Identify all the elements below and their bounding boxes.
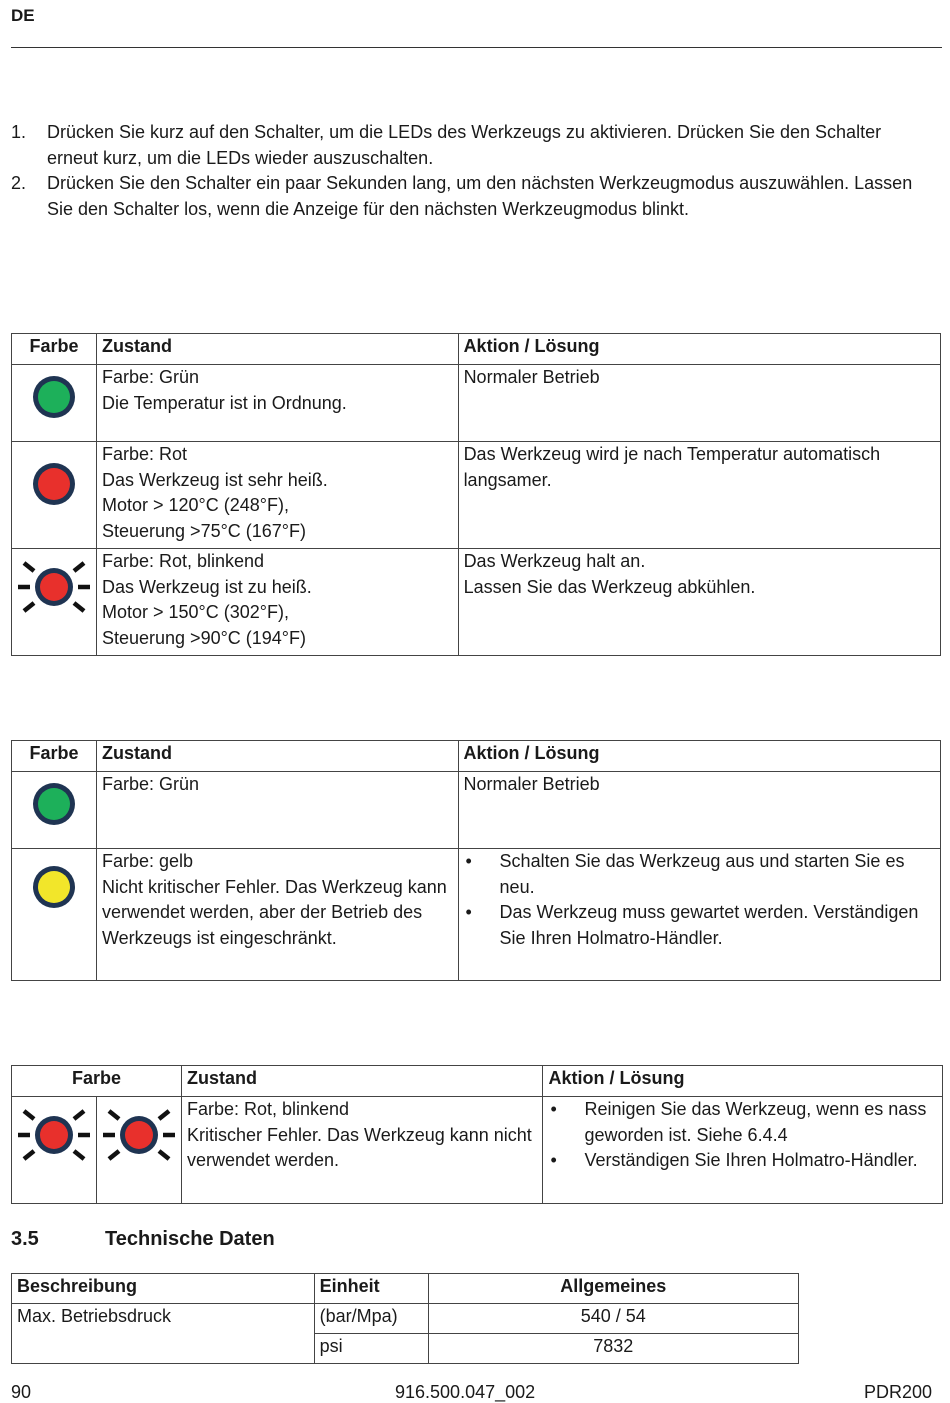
document-number: 916.500.047_002 [395, 1382, 536, 1402]
state-cell [96, 365, 458, 442]
section-number: 3.5 [11, 1228, 39, 1250]
action-bullet: • Das Werkzeug muss gewartet werden. Verständigen Sie Ihren Holmatro-Händler. [464, 900, 935, 951]
state-cell [181, 1097, 542, 1204]
state-cell [96, 549, 458, 656]
col-state-header: Zustand [181, 1066, 542, 1097]
description-cell: Max. Betriebsdruck [12, 1304, 315, 1364]
green-led-icon [12, 772, 97, 849]
step-number: 2. [11, 173, 27, 193]
state-cell [96, 849, 458, 981]
state-line: Farbe: Rot [101, 444, 188, 464]
action-line: Normaler Betrieb [463, 367, 600, 387]
action-line: Normaler Betrieb [463, 774, 600, 794]
green-led-icon [12, 365, 97, 442]
action-line: Das Werkzeug wird je nach Temperatur automatisch langsamer. [463, 444, 881, 490]
col-unit-header: Einheit [314, 1274, 428, 1304]
state-cell [96, 442, 458, 549]
state-line: Steuerung >90°C (194°F) [101, 627, 306, 648]
red-blinking-led-icon [12, 1097, 97, 1204]
col-color-header: Farbe [12, 1066, 182, 1097]
action-cell [458, 442, 940, 549]
state-line: Die Temperatur ist in Ordnung. [101, 392, 347, 413]
col-state-header: Zustand [96, 334, 458, 365]
col-action-header: Aktion / Lösung [543, 1066, 943, 1097]
critical-error-table [11, 1065, 943, 1204]
temperature-led-table [11, 333, 941, 656]
unit-cell: (bar/Mpa) [314, 1304, 428, 1334]
step-text: Drücken Sie kurz auf den Schalter, um die LEDs des Werkzeugs zu aktivieren. Drücken Sie den Schalter erneut kurz, um die LEDs wieder auszuschalten. [47, 122, 882, 168]
state-line: Das Werkzeug ist sehr heiß. [101, 469, 328, 490]
action-cell [543, 1097, 943, 1204]
action-cell [458, 849, 940, 981]
table-row [12, 1097, 943, 1204]
step-text: Drücken Sie den Schalter ein paar Sekunden lang, um den nächsten Werkzeugmodus auszuwählen. Lassen Sie den Schalter los, wenn die Anzeige für den nächsten Werkzeugmodus blinkt. [47, 173, 913, 219]
action-cell [458, 549, 940, 656]
col-action-header: Aktion / Lösung [458, 334, 940, 365]
step-number: 1. [11, 122, 27, 142]
col-general-header: Allgemeines [428, 1274, 798, 1304]
table-row [12, 549, 941, 656]
page-number: 90 [11, 1382, 32, 1402]
action-bullet: • Reinigen Sie das Werkzeug, wenn es nass geworden ist. Siehe 6.4.4 [548, 1097, 937, 1148]
col-state-header: Zustand [96, 741, 458, 772]
state-line: Nicht kritischer Fehler. Das Werkzeug kann verwendet werden, aber der Betrieb des Werkzeugs ist eingeschränkt. [101, 876, 447, 948]
step-item [11, 171, 931, 222]
section-heading [11, 1228, 275, 1251]
action-cell [458, 365, 940, 442]
state-line: Farbe: Rot, blinkend [186, 1099, 350, 1119]
unit-cell: psi [314, 1334, 428, 1364]
red-blinking-led-icon [12, 549, 97, 656]
state-line: Steuerung >75°C (167°F) [101, 520, 306, 541]
technical-data-table [11, 1273, 799, 1364]
header-rule [11, 47, 942, 48]
state-line: Farbe: Grün [101, 367, 200, 387]
action-bullet: • Verständigen Sie Ihren Holmatro-Händler. [548, 1148, 937, 1174]
red-led-icon [12, 442, 97, 549]
step-item [11, 120, 931, 171]
section-title: Technische Daten [105, 1228, 275, 1250]
value-cell: 540 / 54 [428, 1304, 798, 1334]
col-action-header: Aktion / Lösung [458, 741, 940, 772]
table-row [12, 772, 941, 849]
state-line: Farbe: gelb [101, 851, 194, 871]
table-row [12, 442, 941, 549]
model-name: PDR200 [864, 1382, 933, 1402]
instruction-steps [11, 120, 931, 222]
action-bullet: • Schalten Sie das Werkzeug aus und starten Sie es neu. [464, 849, 935, 900]
state-line: Kritischer Fehler. Das Werkzeug kann nicht verwendet werden. [186, 1124, 532, 1170]
col-color-header: Farbe [12, 334, 97, 365]
table-row [12, 849, 941, 981]
language-code: DE [11, 6, 35, 25]
state-cell [96, 772, 458, 849]
table-row [12, 1304, 799, 1334]
yellow-led-icon [12, 849, 97, 981]
state-line: Das Werkzeug ist zu heiß. [101, 576, 312, 597]
value-cell: 7832 [428, 1334, 798, 1364]
state-line: Farbe: Rot, blinkend [101, 551, 265, 571]
action-line: Lassen Sie das Werkzeug abkühlen. [463, 576, 756, 597]
col-color-header: Farbe [12, 741, 97, 772]
action-line: Das Werkzeug halt an. [463, 551, 646, 571]
state-line: Motor > 150°C (302°F), [101, 602, 289, 622]
table-row [12, 365, 941, 442]
status-led-table [11, 740, 941, 981]
action-cell [458, 772, 940, 849]
col-description-header: Beschreibung [12, 1274, 315, 1304]
state-line: Farbe: Grün [101, 774, 199, 794]
red-blinking-led-icon [96, 1097, 181, 1204]
state-line: Motor > 120°C (248°F), [101, 495, 289, 515]
